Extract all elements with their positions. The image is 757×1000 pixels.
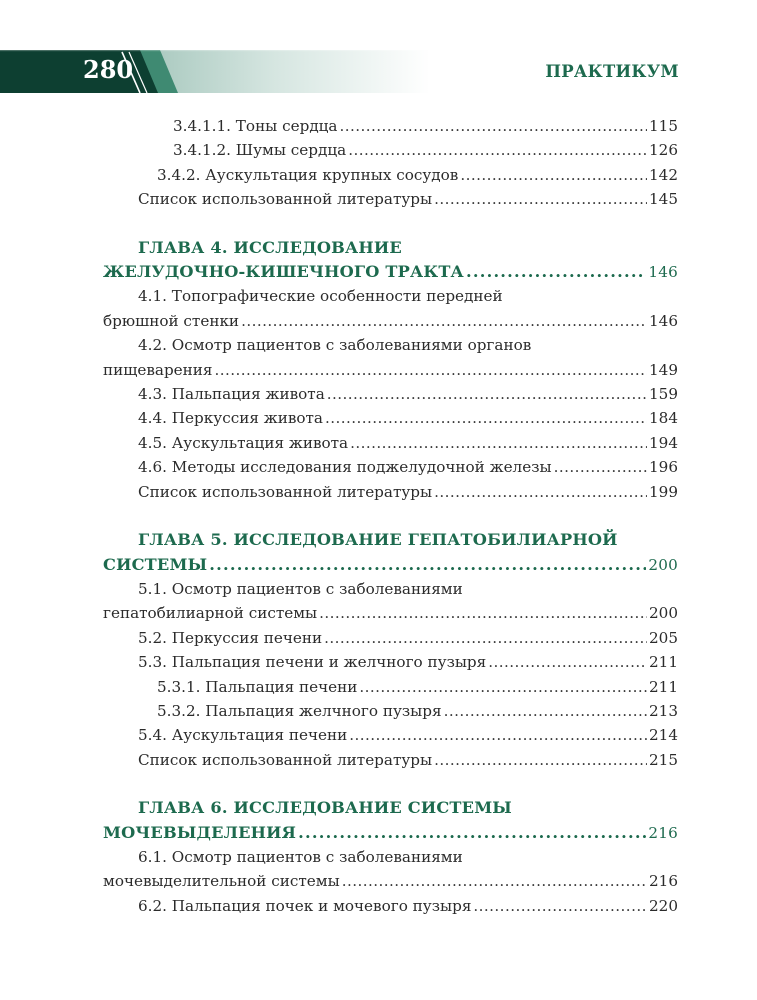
toc-entry[interactable] xyxy=(103,480,678,504)
page-number: 280 xyxy=(83,55,134,84)
toc-entry[interactable] xyxy=(103,382,678,406)
toc-entry-page: 194 xyxy=(649,433,678,452)
chapter-4-heading[interactable] xyxy=(103,236,678,260)
toc-entry-label: 6.1. Осмотр пациентов с заболеваниями xyxy=(138,847,463,866)
toc-entry-label: брюшной стенки xyxy=(103,311,240,330)
toc-entry-label: 3.4.2. Аускультация крупных сосудов xyxy=(157,165,459,184)
chapter-title: СИСТЕМЫ xyxy=(103,554,208,574)
leader-dots xyxy=(460,163,647,187)
toc-entry-label: 5.4. Аускультация печени xyxy=(138,726,348,745)
toc-entry-page: 216 xyxy=(649,872,678,891)
toc-entry-label: 3.4.1.1. Тоны сердца xyxy=(173,117,338,135)
chapter-5-heading[interactable] xyxy=(103,528,678,552)
toc-entry-page: 205 xyxy=(649,628,678,647)
toc-entry-page: 115 xyxy=(649,117,678,135)
toc-entry-page: 146 xyxy=(649,311,678,330)
chapter-title: ГЛАВА 5. ИССЛЕДОВАНИЕ ГЕПАТОБИЛИАРНОЙ xyxy=(138,530,618,550)
leader-dots xyxy=(298,821,646,845)
toc-entry[interactable] xyxy=(103,869,678,893)
toc-entry-label: 4.4. Перкуссия живота xyxy=(138,409,323,428)
toc-entry-label: Список использованной литературы xyxy=(138,750,433,769)
toc-entry[interactable] xyxy=(103,626,678,650)
leader-dots xyxy=(325,406,647,430)
chapter-6-heading-line2[interactable] xyxy=(103,821,678,845)
toc-entry-page: 184 xyxy=(649,409,678,428)
toc-entry-label: 4.5. Аускультация живота xyxy=(138,433,349,452)
toc-entry[interactable] xyxy=(103,406,678,430)
chapter-title: МОЧЕВЫДЕЛЕНИЯ xyxy=(103,822,297,842)
toc-entry-label: 5.3. Пальпация печени и желчного пузыря xyxy=(138,653,487,672)
running-title: ПРАКТИКУМ xyxy=(545,62,679,81)
chapter-page: 200 xyxy=(648,555,678,574)
leader-dots xyxy=(209,553,646,577)
chapter-5-heading-line2[interactable] xyxy=(103,553,678,577)
toc-entry-page: 220 xyxy=(649,896,678,915)
toc-entry[interactable] xyxy=(103,163,678,187)
leader-dots xyxy=(319,601,647,625)
leader-dots xyxy=(324,626,647,650)
toc-entry[interactable] xyxy=(103,431,678,455)
leader-dots xyxy=(359,675,647,699)
leader-dots xyxy=(554,455,647,479)
toc-entry[interactable] xyxy=(103,675,678,699)
toc-entry[interactable] xyxy=(103,455,678,479)
leader-dots xyxy=(434,480,647,504)
toc-entry-label: 5.1. Осмотр пациентов с заболеваниями xyxy=(138,579,463,598)
table-of-contents xyxy=(103,114,678,918)
leader-dots xyxy=(434,748,647,772)
toc-entry[interactable] xyxy=(103,138,678,162)
toc-entry-label: 5.3.2. Пальпация желчного пузыря xyxy=(157,701,442,720)
leader-dots xyxy=(473,894,647,918)
toc-entry-label: 5.2. Перкуссия печени xyxy=(138,628,323,647)
chapter-page: 146 xyxy=(648,263,678,282)
toc-entry-page: 211 xyxy=(649,677,678,696)
leader-dots xyxy=(327,382,647,406)
toc-entry-page: 211 xyxy=(649,653,678,672)
toc-entry-label: 3.4.1.2. Шумы сердца xyxy=(173,141,347,160)
leader-dots xyxy=(466,260,646,284)
leader-dots xyxy=(241,309,647,333)
toc-entry-label: 5.3.1. Пальпация печени xyxy=(157,677,358,696)
toc-entry-page: 159 xyxy=(649,385,678,404)
chapter-page: 216 xyxy=(648,823,678,842)
chapter-6-heading[interactable] xyxy=(103,796,678,820)
toc-entry[interactable] xyxy=(103,358,678,382)
leader-dots xyxy=(340,114,648,138)
leader-dots xyxy=(488,650,647,674)
toc-entry-page: 126 xyxy=(649,141,678,160)
toc-entry-label: 4.3. Пальпация живота xyxy=(138,385,325,404)
toc-entry[interactable] xyxy=(103,723,678,747)
toc-entry[interactable] xyxy=(103,114,678,138)
toc-entry-page: 196 xyxy=(649,458,678,477)
leader-dots xyxy=(349,723,647,747)
toc-entry-label: пищеварения xyxy=(103,360,213,379)
toc-entry-page: 149 xyxy=(649,360,678,379)
toc-entry[interactable] xyxy=(103,894,678,918)
toc-entry-page: 214 xyxy=(649,726,678,745)
chapter-title: ГЛАВА 4. ИССЛЕДОВАНИЕ xyxy=(138,237,402,257)
toc-entry-label: 4.1. Топографические особенности передней xyxy=(138,287,503,306)
toc-entry-page: 199 xyxy=(649,482,678,501)
chapter-4-heading-line2[interactable] xyxy=(103,260,678,284)
leader-dots xyxy=(348,138,647,162)
toc-entry-label: 4.2. Осмотр пациентов с заболеваниями органов xyxy=(138,336,532,355)
toc-entry[interactable] xyxy=(103,650,678,674)
leader-dots xyxy=(444,699,647,723)
toc-entry-page: 215 xyxy=(649,750,678,769)
leader-dots xyxy=(215,358,648,382)
toc-entry[interactable] xyxy=(103,577,678,601)
toc-entry[interactable] xyxy=(103,309,678,333)
toc-entry[interactable] xyxy=(103,284,678,308)
toc-entry[interactable] xyxy=(103,333,678,357)
toc-entry-label: 6.2. Пальпация почек и мочевого пузыря xyxy=(138,896,472,915)
leader-dots xyxy=(434,187,647,211)
toc-entry-page: 145 xyxy=(649,190,678,209)
toc-entry-label: Список использованной литературы xyxy=(138,482,433,501)
toc-entry[interactable] xyxy=(103,748,678,772)
toc-entry[interactable] xyxy=(103,187,678,211)
chapter-title: ЖЕЛУДОЧНО-КИШЕЧНОГО ТРАКТА xyxy=(103,262,464,282)
toc-entry-page: 142 xyxy=(649,165,678,184)
toc-entry[interactable] xyxy=(103,699,678,723)
leader-dots xyxy=(342,869,647,893)
toc-entry[interactable] xyxy=(103,845,678,869)
header-dark-block xyxy=(0,50,158,93)
toc-entry-label: гепатобилиарной системы xyxy=(103,604,318,623)
toc-entry-page: 213 xyxy=(649,701,678,720)
leader-dots xyxy=(350,431,647,455)
toc-entry-page: 200 xyxy=(649,604,678,623)
toc-entry-label: мочевыделительной системы xyxy=(103,872,340,891)
toc-entry-label: 4.6. Методы исследования поджелудочной железы xyxy=(138,458,552,477)
toc-entry-label: Список использованной литературы xyxy=(138,190,433,209)
chapter-title: ГЛАВА 6. ИССЛЕДОВАНИЕ СИСТЕМЫ xyxy=(138,798,512,818)
toc-entry[interactable] xyxy=(103,601,678,625)
header-fade xyxy=(150,50,430,93)
